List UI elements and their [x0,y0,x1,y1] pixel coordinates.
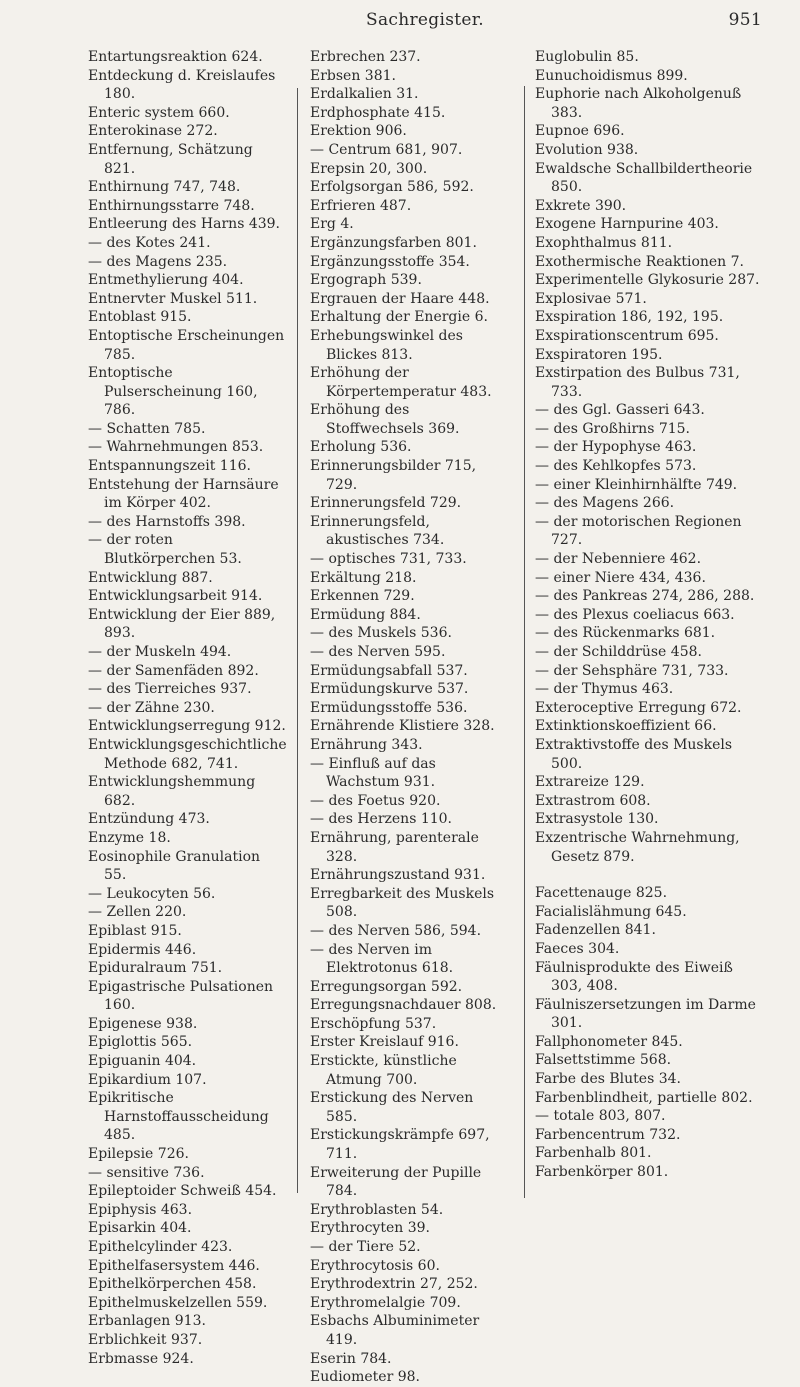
index-entry: — des Muskels 536. [310,625,452,642]
index-entry: Entmethylierung 404. [88,272,244,289]
index-entry: Erbrechen 237. [310,49,421,65]
index-entry: Epikardium 107. [88,1071,207,1088]
index-entry: — Wahrnehmungen 853. [88,439,264,456]
index-entry: Erektion 906. [310,123,407,140]
index-entry: Epigastrische Pulsationen 160. [88,978,274,1014]
index-entry: Entwicklung 887. [88,569,213,586]
index-entry: Falsettstimme 568. [535,1052,672,1069]
index-entry: Faeces 304. [535,940,620,957]
index-entry: — des Tierreiches 937. [88,681,252,698]
index-entry: — des Nerven 595. [310,644,446,660]
index-entry: — des Großhirns 715. [535,420,690,437]
index-entry: Ergrauen der Haare 448. [310,290,490,307]
index-entry: Entwicklungshemmung 682. [88,774,256,809]
index-entry: Exothermische Reaktionen 7. [535,253,745,270]
index-entry: Enthirnung 747, 748. [88,179,241,196]
index-entry: Erfrieren 487. [310,197,412,214]
index-entry: Facettenauge 825. [535,885,668,902]
index-entry: Fallphonometer 845. [535,1033,683,1050]
index-entry: Erhebungswinkel des Blickes 813. [310,327,463,363]
index-entry: — des Plexus coeliacus 663. [535,606,735,623]
index-entry: — Leukocyten 56. [88,885,216,902]
index-entry: Exstirpation des Bulbus 731, 733. [535,365,740,400]
page-number: 951 [728,10,762,30]
index-entry: — optisches 731, 733. [310,551,467,568]
index-entry: — der Muskeln 494. [88,644,232,660]
index-entry: Entartungsreaktion 624. [88,49,263,65]
index-entry: Ermüdung 884. [310,606,421,623]
index-entry: — des Foetus 920. [310,792,441,809]
index-entry: Epiphysis 463. [88,1201,193,1218]
index-entry: Exogene Harnpurine 403. [535,216,719,233]
index-entry: Entspannungszeit 116. [88,458,251,475]
index-entry: Entfernung, Schätzung 821. [88,141,253,177]
index-entry: Ermüdungsabfall 537. [310,662,468,679]
index-entry: Experimentelle Glykosurie 287. [535,272,760,289]
index-entry: Entwicklungserregung 912. [88,718,286,735]
index-entry: Evolution 938. [535,141,639,158]
index-entry: Exophthalmus 811. [535,234,673,251]
index-entry: — Einfluß auf das Wachstum 931. [310,755,436,791]
index-entry: — einer Niere 434, 436. [535,569,706,586]
index-entry: Exkrete 390. [535,197,627,214]
index-entry: Ergänzungsstoffe 354. [310,253,470,270]
index-entry: Eserin 784. [310,1350,392,1367]
index-entry: Exspiration 186, 192, 195. [535,309,724,326]
index-entry: — des Kotes 241. [88,234,211,251]
index-entry: Epiblast 915. [88,922,182,939]
index-entry: — Zellen 220. [88,904,187,921]
index-entry: Entoblast 915. [88,309,192,326]
index-entry: Extrasystole 130. [535,811,659,828]
index-entry: Erg 4. [310,216,354,233]
index-entry: Extraktivstoffe des Muskels 500. [535,736,733,772]
index-entry: Erdalkalien 31. [310,86,419,103]
index-entry: Erinnerungsbilder 715, 729. [310,458,477,493]
index-entry: Enzyme 18. [88,829,171,846]
index-entry: Euphorie nach Alkoholgenuß 383. [535,86,742,121]
index-entry: Ergograph 539. [310,272,422,289]
index-entry: Erythroblasten 54. [310,1201,444,1218]
index-entry: Erbmasse 924. [88,1350,194,1367]
index-entry: Erstickungskrämpfe 697, 711. [310,1127,490,1163]
index-entry: — der roten Blutkörperchen 53. [88,532,242,568]
index-entry: Fadenzellen 841. [535,922,656,939]
index-entry: — des Magens 266. [535,495,675,512]
index-entry: Ernährungszustand 931. [310,867,486,884]
index-entry: Epiguanin 404. [88,1053,197,1070]
index-entry: Exteroceptive Erregung 672. [535,699,742,716]
index-entry: Ewaldsche Schallbildertheorie 850. [535,160,753,196]
index-entry: Eunuchoidismus 899. [535,67,688,84]
index-entry: Erholung 536. [310,439,412,456]
index-entry: — sensitive 736. [88,1164,205,1181]
index-entry: Entstehung der Harnsäure im Körper 402. [88,476,279,512]
index-entry: — des Nerven im Elektrotonus 618. [310,941,454,977]
index-entry: Erregbarkeit des Muskels 508. [310,885,495,921]
index-entry: — des Herzens 110. [310,811,453,828]
index-entry: Fäulnisprodukte des Eiweiß 303, 408. [535,959,733,995]
index-entry: Enteric system 660. [88,104,230,121]
index-entry: Ermüdungsstoffe 536. [310,699,468,716]
index-entry: — des Nerven 586, 594. [310,922,482,939]
index-column-3 [535,48,760,1182]
index-entry: Esbachs Albuminimeter 419. [310,1313,480,1348]
index-entry: Enterokinase 272. [88,123,218,140]
index-entry: Epithelfasersystem 446. [88,1257,260,1274]
index-entry: Entleerung des Harns 439. [88,216,281,233]
index-entry: Episarkin 404. [88,1220,192,1237]
index-entry: Epikritische Harnstoffausscheidung 485. [88,1090,269,1144]
index-entry: Fäulniszersetzungen im Darme 301. [535,996,756,1032]
index-entry: Ermüdungskurve 537. [310,681,469,698]
index-entry: — des Harnstoffs 398. [88,513,246,530]
index-entry: Farbenblindheit, partielle 802. [535,1089,753,1106]
index-entry: — der Thymus 463. [535,681,674,698]
index-entry: Extrastrom 608. [535,792,651,809]
index-entry: Epithelcylinder 423. [88,1239,233,1255]
index-entry: Erdphosphate 415. [310,104,446,121]
index-entry: Entwicklungsarbeit 914. [88,588,263,605]
index-column-1 [88,48,286,1368]
index-entry: Eosinophile Granulation 55. [88,848,261,884]
index-entry: — der Tiere 52. [310,1239,421,1255]
index-entry: Epithelmuskelzellen 559. [88,1294,268,1311]
index-entry: Ernährung 343. [310,736,423,753]
index-entry: Erepsin 20, 300. [310,160,428,177]
index-entry: Erschöpfung 537. [310,1015,437,1032]
index-entry: Erythrodextrin 27, 252. [310,1276,478,1293]
index-entry: Entoptische Erscheinungen 785. [88,327,285,363]
running-title: Sachregister. [366,10,484,30]
index-entry: — der Nebenniere 462. [535,551,702,568]
index-entry: Entwicklungsgeschichtliche Methode 682, 741. [88,736,287,772]
index-entry: Epithelkörperchen 458. [88,1276,257,1293]
index-entry: Epileptoider Schweiß 454. [88,1183,277,1200]
index-entry: Erstickte, künstliche Atmung 700. [310,1053,457,1088]
index-entry: — Centrum 681, 907. [310,141,463,158]
index-entry: Erythromelalgie 709. [310,1294,461,1311]
index-entry: Erhöhung des Stoffwechsels 369. [310,402,460,437]
index-entry: Erkältung 218. [310,569,417,586]
index-entry: Facialislähmung 645. [535,903,687,920]
index-entry: Farbenhalb 801. [535,1145,652,1162]
index-entry: Enthirnungsstarre 748. [88,197,255,214]
index-entry: Epigenese 938. [88,1015,198,1032]
index-entry: Exzentrische Wahrnehmung, Gesetz 879. [535,829,740,865]
index-entry: Erythrocyten 39. [310,1220,430,1237]
index-entry: Erweiterung der Pupille 784. [310,1164,482,1200]
index-entry: — der Sehsphäre 731, 733. [535,662,729,679]
index-entry: Exspirationscentrum 695. [535,327,719,344]
index-entry: — einer Kleinhirnhälfte 749. [535,476,738,493]
index-entry: Entoptische Pulserscheinung 160, 786. [88,365,258,419]
index-entry: Ergänzungsfarben 801. [310,234,477,251]
index-entry: — der Hypophyse 463. [535,439,697,456]
index-entry: Erster Kreislauf 916. [310,1034,459,1051]
index-entry: Erregungsorgan 592. [310,978,463,995]
index-entry: Eudiometer 98. [310,1369,420,1386]
index-entry: Entdeckung d. Kreislaufes 180. [88,67,276,103]
index-entry: — des Rückenmarks 681. [535,625,716,642]
index-entry: Ernährung, parenterale 328. [310,829,479,865]
index-entry: Ernährende Klistiere 328. [310,718,495,735]
page-header [88,10,762,36]
index-entry: — des Pankreas 274, 286, 288. [535,588,755,605]
index-entry: Erhaltung der Energie 6. [310,309,488,326]
index-entry: — des Kehlkopfes 573. [535,458,697,475]
index-entry: Erhöhung der Körpertemperatur 483. [310,365,492,400]
index-entry: Explosivae 571. [535,290,647,307]
index-entry: Entnervter Muskel 511. [88,290,258,307]
index-entry: — der Schilddrüse 458. [535,644,702,660]
index-entry: Farbenkörper 801. [535,1164,669,1181]
index-entry: Erfolgsorgan 586, 592. [310,179,474,196]
index-entry: Farbencentrum 732. [535,1126,681,1143]
index-entry: Epiglottis 565. [88,1034,193,1051]
index-entry: Epidermis 446. [88,941,197,958]
index-entry: Extrareize 129. [535,774,645,791]
index-entry: Erinnerungsfeld 729. [310,495,462,512]
index-entry: — Schatten 785. [88,420,206,437]
index-entry: — totale 803, 807. [535,1108,666,1125]
index-entry: Exspiratoren 195. [535,346,663,363]
index-entry: — der Zähne 230. [88,699,215,716]
index-column-2 [310,48,505,1387]
index-entry: Euglobulin 85. [535,49,639,65]
index-entry: Erstickung des Nerven 585. [310,1090,474,1125]
column-divider [524,86,525,1198]
index-entry: Erregungsnachdauer 808. [310,997,497,1014]
index-entry: Erbanlagen 913. [88,1313,206,1330]
index-entry: Erkennen 729. [310,588,415,605]
index-entry: — der Samenfäden 892. [88,662,259,679]
index-entry: Erinnerungsfeld, akustisches 734. [310,513,445,549]
index-entry: — der motorischen Regionen 727. [535,513,742,549]
index-entry: Entzündung 473. [88,811,210,828]
index-entry: Entwicklung der Eier 889, 893. [88,606,276,642]
index-entry: Farbe des Blutes 34. [535,1071,681,1088]
index-entry: — des Ggl. Gasseri 643. [535,402,705,419]
index-entry: — des Magens 235. [88,253,228,270]
index-entry: Extinktionskoeffizient 66. [535,718,717,735]
index-entry: Epiduralraum 751. [88,960,223,977]
index-entry: Erythrocytosis 60. [310,1257,440,1274]
index-entry: Erblichkeit 937. [88,1331,203,1348]
index-entry: Eupnoe 696. [535,123,625,140]
index-entry: Erbsen 381. [310,67,396,84]
index-entry: Epilepsie 726. [88,1146,189,1163]
column-divider [297,88,298,1193]
